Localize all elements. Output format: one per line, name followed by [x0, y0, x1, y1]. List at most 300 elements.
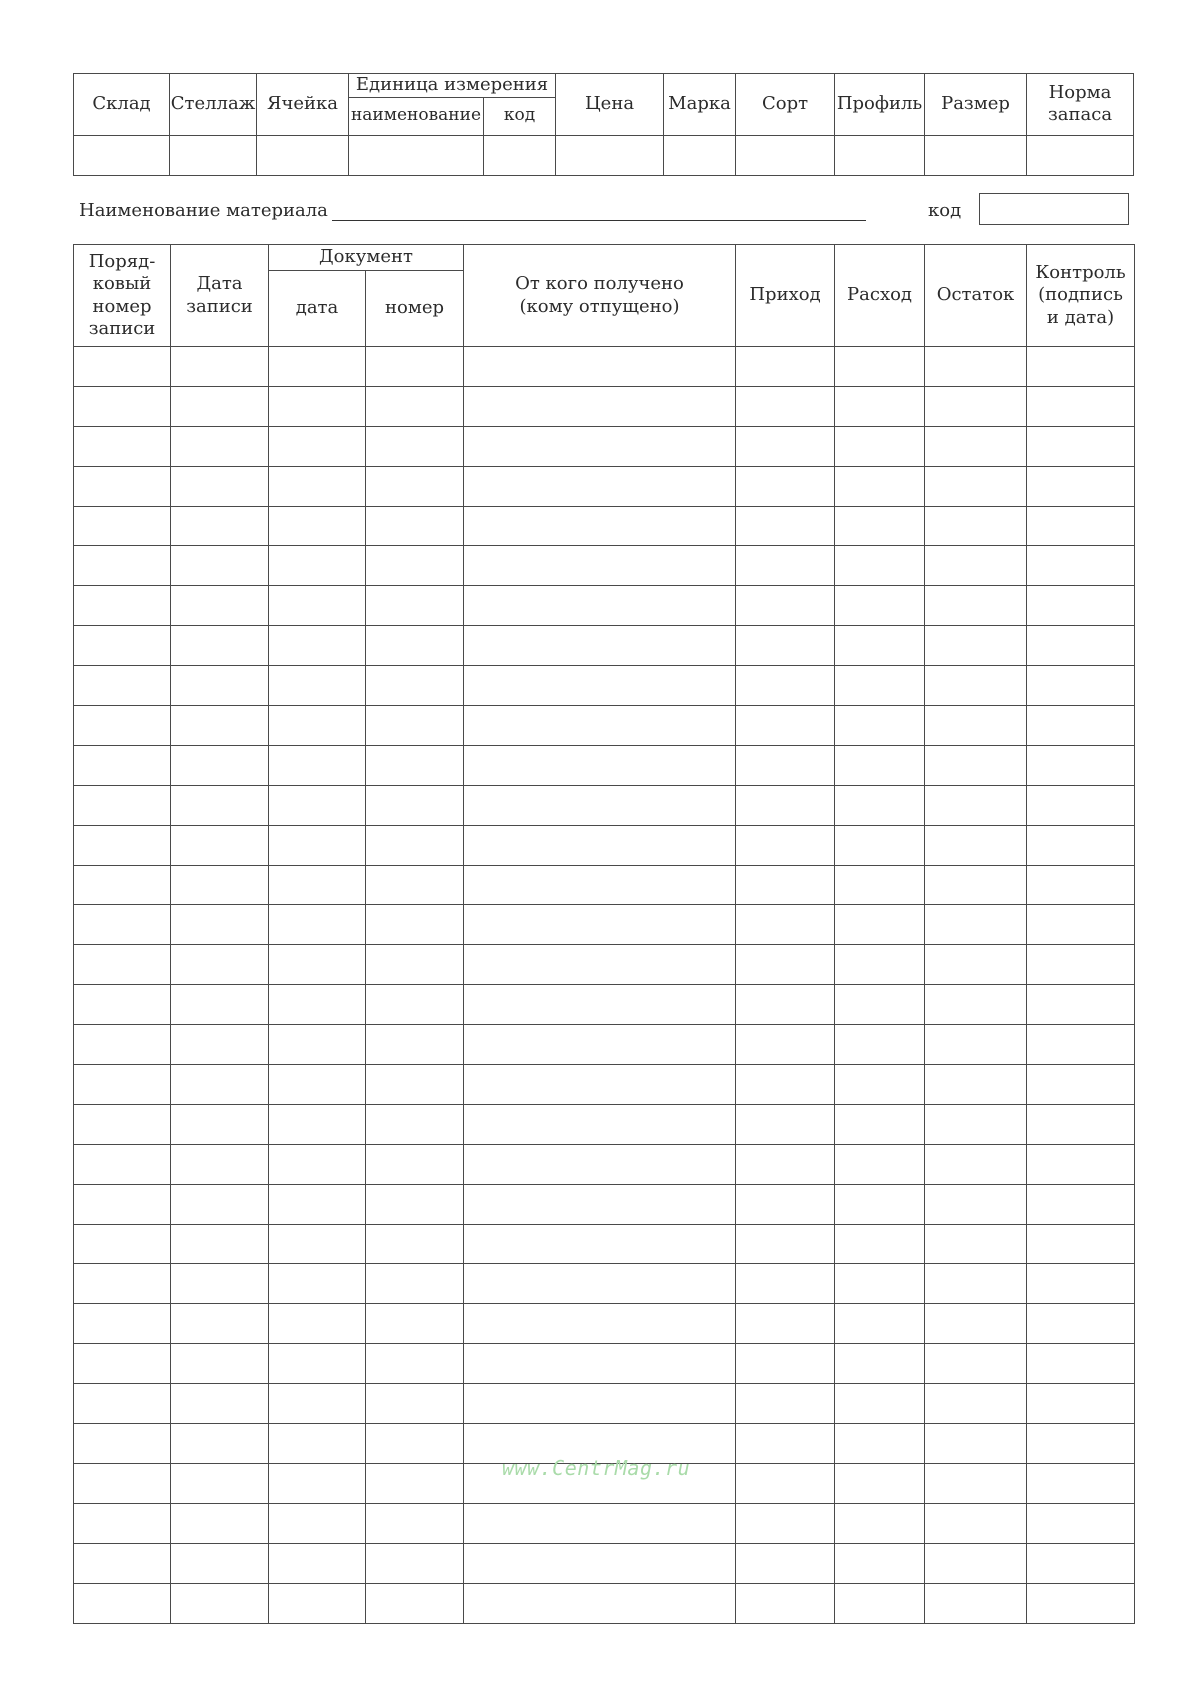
expense-cell[interactable] [835, 1224, 925, 1264]
entry-no-cell[interactable] [74, 1264, 171, 1304]
doc-number-cell[interactable] [366, 1583, 464, 1623]
control-cell[interactable] [1027, 1025, 1135, 1065]
expense-cell[interactable] [835, 945, 925, 985]
expense-cell[interactable] [835, 626, 925, 666]
doc-date-cell[interactable] [269, 626, 366, 666]
balance-cell[interactable] [925, 865, 1027, 905]
entry-date-cell[interactable] [171, 347, 269, 387]
doc-date-cell[interactable] [269, 1264, 366, 1304]
income-cell[interactable] [736, 666, 835, 706]
entry-no-cell[interactable] [74, 466, 171, 506]
income-cell[interactable] [736, 745, 835, 785]
entry-no-cell[interactable] [74, 506, 171, 546]
doc-date-cell[interactable] [269, 785, 366, 825]
income-cell[interactable] [736, 825, 835, 865]
counterparty-cell[interactable] [464, 825, 736, 865]
entry-date-cell[interactable] [171, 666, 269, 706]
counterparty-cell[interactable] [464, 745, 736, 785]
entry-no-cell[interactable] [74, 905, 171, 945]
entry-date-cell[interactable] [171, 1264, 269, 1304]
entry-date-cell[interactable] [171, 1503, 269, 1543]
control-cell[interactable] [1027, 1264, 1135, 1304]
doc-number-cell[interactable] [366, 825, 464, 865]
entry-date-cell[interactable] [171, 1543, 269, 1583]
income-cell[interactable] [736, 626, 835, 666]
expense-cell[interactable] [835, 1025, 925, 1065]
grade-cell[interactable] [736, 135, 835, 175]
entry-no-cell[interactable] [74, 785, 171, 825]
counterparty-cell[interactable] [464, 1144, 736, 1184]
doc-number-cell[interactable] [366, 506, 464, 546]
entry-no-cell[interactable] [74, 1583, 171, 1623]
doc-date-cell[interactable] [269, 1025, 366, 1065]
entry-no-cell[interactable] [74, 745, 171, 785]
doc-number-cell[interactable] [366, 466, 464, 506]
doc-date-cell[interactable] [269, 905, 366, 945]
entry-no-cell[interactable] [74, 1184, 171, 1224]
expense-cell[interactable] [835, 1583, 925, 1623]
entry-date-cell[interactable] [171, 905, 269, 945]
control-cell[interactable] [1027, 706, 1135, 746]
brand-cell[interactable] [664, 135, 736, 175]
doc-date-cell[interactable] [269, 1304, 366, 1344]
income-cell[interactable] [736, 386, 835, 426]
control-cell[interactable] [1027, 347, 1135, 387]
control-cell[interactable] [1027, 1384, 1135, 1424]
income-cell[interactable] [736, 347, 835, 387]
control-cell[interactable] [1027, 1065, 1135, 1105]
entry-date-cell[interactable] [171, 785, 269, 825]
expense-cell[interactable] [835, 586, 925, 626]
entry-no-cell[interactable] [74, 1104, 171, 1144]
entry-no-cell[interactable] [74, 666, 171, 706]
balance-cell[interactable] [925, 1503, 1027, 1543]
control-cell[interactable] [1027, 825, 1135, 865]
entry-no-cell[interactable] [74, 426, 171, 466]
doc-date-cell[interactable] [269, 1065, 366, 1105]
income-cell[interactable] [736, 1025, 835, 1065]
income-cell[interactable] [736, 466, 835, 506]
balance-cell[interactable] [925, 825, 1027, 865]
entry-no-cell[interactable] [74, 865, 171, 905]
control-cell[interactable] [1027, 1304, 1135, 1344]
doc-number-cell[interactable] [366, 1384, 464, 1424]
counterparty-cell[interactable] [464, 905, 736, 945]
counterparty-cell[interactable] [464, 865, 736, 905]
balance-cell[interactable] [925, 905, 1027, 945]
doc-date-cell[interactable] [269, 586, 366, 626]
counterparty-cell[interactable] [464, 666, 736, 706]
unit-code-cell[interactable] [484, 135, 556, 175]
control-cell[interactable] [1027, 1224, 1135, 1264]
doc-number-cell[interactable] [366, 905, 464, 945]
counterparty-cell[interactable] [464, 1304, 736, 1344]
balance-cell[interactable] [925, 1463, 1027, 1503]
balance-cell[interactable] [925, 626, 1027, 666]
entry-date-cell[interactable] [171, 1463, 269, 1503]
income-cell[interactable] [736, 706, 835, 746]
doc-date-cell[interactable] [269, 1224, 366, 1264]
entry-no-cell[interactable] [74, 985, 171, 1025]
control-cell[interactable] [1027, 1104, 1135, 1144]
entry-date-cell[interactable] [171, 1025, 269, 1065]
expense-cell[interactable] [835, 666, 925, 706]
doc-date-cell[interactable] [269, 745, 366, 785]
entry-date-cell[interactable] [171, 1424, 269, 1464]
entry-date-cell[interactable] [171, 466, 269, 506]
doc-number-cell[interactable] [366, 1304, 464, 1344]
entry-date-cell[interactable] [171, 745, 269, 785]
control-cell[interactable] [1027, 785, 1135, 825]
doc-number-cell[interactable] [366, 626, 464, 666]
income-cell[interactable] [736, 1065, 835, 1105]
price-cell[interactable] [556, 135, 664, 175]
entry-date-cell[interactable] [171, 626, 269, 666]
doc-number-cell[interactable] [366, 1144, 464, 1184]
expense-cell[interactable] [835, 386, 925, 426]
balance-cell[interactable] [925, 347, 1027, 387]
income-cell[interactable] [736, 985, 835, 1025]
doc-number-cell[interactable] [366, 785, 464, 825]
income-cell[interactable] [736, 1463, 835, 1503]
expense-cell[interactable] [835, 1065, 925, 1105]
expense-cell[interactable] [835, 1184, 925, 1224]
entry-date-cell[interactable] [171, 865, 269, 905]
control-cell[interactable] [1027, 945, 1135, 985]
income-cell[interactable] [736, 1224, 835, 1264]
doc-number-cell[interactable] [366, 1065, 464, 1105]
entry-no-cell[interactable] [74, 706, 171, 746]
entry-date-cell[interactable] [171, 1144, 269, 1184]
doc-date-cell[interactable] [269, 426, 366, 466]
doc-date-cell[interactable] [269, 506, 366, 546]
income-cell[interactable] [736, 1144, 835, 1184]
balance-cell[interactable] [925, 1264, 1027, 1304]
balance-cell[interactable] [925, 1543, 1027, 1583]
counterparty-cell[interactable] [464, 1384, 736, 1424]
entry-date-cell[interactable] [171, 1224, 269, 1264]
entry-no-cell[interactable] [74, 546, 171, 586]
income-cell[interactable] [736, 945, 835, 985]
doc-number-cell[interactable] [366, 945, 464, 985]
entry-date-cell[interactable] [171, 1184, 269, 1224]
entry-date-cell[interactable] [171, 706, 269, 746]
expense-cell[interactable] [835, 1264, 925, 1304]
counterparty-cell[interactable] [464, 985, 736, 1025]
control-cell[interactable] [1027, 1344, 1135, 1384]
control-cell[interactable] [1027, 666, 1135, 706]
balance-cell[interactable] [925, 1184, 1027, 1224]
entry-no-cell[interactable] [74, 945, 171, 985]
doc-number-cell[interactable] [366, 706, 464, 746]
expense-cell[interactable] [835, 1304, 925, 1344]
entry-no-cell[interactable] [74, 347, 171, 387]
control-cell[interactable] [1027, 1503, 1135, 1543]
balance-cell[interactable] [925, 1384, 1027, 1424]
entry-no-cell[interactable] [74, 1144, 171, 1184]
doc-date-cell[interactable] [269, 1503, 366, 1543]
expense-cell[interactable] [835, 706, 925, 746]
counterparty-cell[interactable] [464, 1025, 736, 1065]
entry-no-cell[interactable] [74, 1224, 171, 1264]
balance-cell[interactable] [925, 1344, 1027, 1384]
doc-date-cell[interactable] [269, 1184, 366, 1224]
counterparty-cell[interactable] [464, 347, 736, 387]
balance-cell[interactable] [925, 1144, 1027, 1184]
control-cell[interactable] [1027, 985, 1135, 1025]
doc-date-cell[interactable] [269, 1144, 366, 1184]
doc-date-cell[interactable] [269, 1104, 366, 1144]
doc-number-cell[interactable] [366, 386, 464, 426]
balance-cell[interactable] [925, 745, 1027, 785]
doc-date-cell[interactable] [269, 1344, 366, 1384]
doc-date-cell[interactable] [269, 466, 366, 506]
control-cell[interactable] [1027, 745, 1135, 785]
counterparty-cell[interactable] [464, 1543, 736, 1583]
balance-cell[interactable] [925, 1424, 1027, 1464]
doc-date-cell[interactable] [269, 386, 366, 426]
doc-date-cell[interactable] [269, 985, 366, 1025]
warehouse-cell[interactable] [74, 135, 170, 175]
balance-cell[interactable] [925, 506, 1027, 546]
entry-date-cell[interactable] [171, 945, 269, 985]
expense-cell[interactable] [835, 506, 925, 546]
balance-cell[interactable] [925, 386, 1027, 426]
entry-date-cell[interactable] [171, 1583, 269, 1623]
entry-no-cell[interactable] [74, 1503, 171, 1543]
doc-date-cell[interactable] [269, 1463, 366, 1503]
doc-number-cell[interactable] [366, 546, 464, 586]
expense-cell[interactable] [835, 1104, 925, 1144]
doc-date-cell[interactable] [269, 1384, 366, 1424]
income-cell[interactable] [736, 1543, 835, 1583]
expense-cell[interactable] [835, 1543, 925, 1583]
counterparty-cell[interactable] [464, 1264, 736, 1304]
doc-number-cell[interactable] [366, 745, 464, 785]
counterparty-cell[interactable] [464, 426, 736, 466]
doc-date-cell[interactable] [269, 1424, 366, 1464]
control-cell[interactable] [1027, 466, 1135, 506]
income-cell[interactable] [736, 546, 835, 586]
doc-number-cell[interactable] [366, 666, 464, 706]
doc-date-cell[interactable] [269, 1543, 366, 1583]
entry-no-cell[interactable] [74, 1304, 171, 1344]
doc-date-cell[interactable] [269, 706, 366, 746]
control-cell[interactable] [1027, 1463, 1135, 1503]
control-cell[interactable] [1027, 865, 1135, 905]
doc-date-cell[interactable] [269, 666, 366, 706]
size-cell[interactable] [925, 135, 1027, 175]
counterparty-cell[interactable] [464, 1224, 736, 1264]
balance-cell[interactable] [925, 666, 1027, 706]
material-name-field[interactable] [332, 200, 866, 221]
counterparty-cell[interactable] [464, 506, 736, 546]
counterparty-cell[interactable] [464, 945, 736, 985]
counterparty-cell[interactable] [464, 586, 736, 626]
income-cell[interactable] [736, 1304, 835, 1344]
doc-date-cell[interactable] [269, 1583, 366, 1623]
balance-cell[interactable] [925, 546, 1027, 586]
entry-no-cell[interactable] [74, 626, 171, 666]
control-cell[interactable] [1027, 1543, 1135, 1583]
stock-norm-cell[interactable] [1027, 135, 1134, 175]
expense-cell[interactable] [835, 426, 925, 466]
counterparty-cell[interactable] [464, 1104, 736, 1144]
control-cell[interactable] [1027, 1144, 1135, 1184]
income-cell[interactable] [736, 426, 835, 466]
control-cell[interactable] [1027, 1424, 1135, 1464]
entry-date-cell[interactable] [171, 1344, 269, 1384]
entry-date-cell[interactable] [171, 825, 269, 865]
entry-date-cell[interactable] [171, 985, 269, 1025]
expense-cell[interactable] [835, 985, 925, 1025]
counterparty-cell[interactable] [464, 1344, 736, 1384]
control-cell[interactable] [1027, 626, 1135, 666]
balance-cell[interactable] [925, 426, 1027, 466]
expense-cell[interactable] [835, 1384, 925, 1424]
entry-no-cell[interactable] [74, 825, 171, 865]
income-cell[interactable] [736, 1104, 835, 1144]
control-cell[interactable] [1027, 905, 1135, 945]
income-cell[interactable] [736, 1184, 835, 1224]
entry-date-cell[interactable] [171, 1304, 269, 1344]
expense-cell[interactable] [835, 825, 925, 865]
balance-cell[interactable] [925, 785, 1027, 825]
rack-cell[interactable] [170, 135, 257, 175]
entry-date-cell[interactable] [171, 1104, 269, 1144]
expense-cell[interactable] [835, 745, 925, 785]
balance-cell[interactable] [925, 945, 1027, 985]
counterparty-cell[interactable] [464, 1184, 736, 1224]
balance-cell[interactable] [925, 1224, 1027, 1264]
control-cell[interactable] [1027, 1583, 1135, 1623]
entry-date-cell[interactable] [171, 506, 269, 546]
doc-date-cell[interactable] [269, 347, 366, 387]
income-cell[interactable] [736, 785, 835, 825]
income-cell[interactable] [736, 586, 835, 626]
doc-date-cell[interactable] [269, 945, 366, 985]
entry-no-cell[interactable] [74, 586, 171, 626]
counterparty-cell[interactable] [464, 546, 736, 586]
entry-no-cell[interactable] [74, 1384, 171, 1424]
entry-date-cell[interactable] [171, 586, 269, 626]
balance-cell[interactable] [925, 706, 1027, 746]
entry-no-cell[interactable] [74, 1025, 171, 1065]
entry-date-cell[interactable] [171, 426, 269, 466]
balance-cell[interactable] [925, 1065, 1027, 1105]
expense-cell[interactable] [835, 1503, 925, 1543]
income-cell[interactable] [736, 1264, 835, 1304]
entry-no-cell[interactable] [74, 386, 171, 426]
material-code-field[interactable] [979, 193, 1129, 225]
doc-number-cell[interactable] [366, 1503, 464, 1543]
doc-number-cell[interactable] [366, 865, 464, 905]
doc-date-cell[interactable] [269, 825, 366, 865]
doc-number-cell[interactable] [366, 1104, 464, 1144]
balance-cell[interactable] [925, 1104, 1027, 1144]
unit-name-cell[interactable] [349, 135, 484, 175]
counterparty-cell[interactable] [464, 1065, 736, 1105]
counterparty-cell[interactable] [464, 1503, 736, 1543]
income-cell[interactable] [736, 905, 835, 945]
balance-cell[interactable] [925, 1583, 1027, 1623]
table-row [74, 706, 1135, 746]
expense-cell[interactable] [835, 1424, 925, 1464]
expense-cell[interactable] [835, 466, 925, 506]
balance-cell[interactable] [925, 466, 1027, 506]
expense-cell[interactable] [835, 1463, 925, 1503]
entry-no-cell[interactable] [74, 1543, 171, 1583]
expense-cell[interactable] [835, 1144, 925, 1184]
entry-no-cell[interactable] [74, 1065, 171, 1105]
doc-number-cell[interactable] [366, 1463, 464, 1503]
cell-cell[interactable] [257, 135, 349, 175]
expense-cell[interactable] [835, 546, 925, 586]
entry-date-cell[interactable] [171, 1065, 269, 1105]
control-cell[interactable] [1027, 546, 1135, 586]
counterparty-cell[interactable] [464, 706, 736, 746]
entry-no-cell[interactable] [74, 1424, 171, 1464]
counterparty-cell[interactable] [464, 785, 736, 825]
income-cell[interactable] [736, 1503, 835, 1543]
expense-cell[interactable] [835, 347, 925, 387]
doc-date-cell[interactable] [269, 865, 366, 905]
balance-cell[interactable] [925, 1304, 1027, 1344]
income-cell[interactable] [736, 506, 835, 546]
doc-number-cell[interactable] [366, 1224, 464, 1264]
doc-number-cell[interactable] [366, 1264, 464, 1304]
profile-cell[interactable] [835, 135, 925, 175]
expense-cell[interactable] [835, 865, 925, 905]
income-cell[interactable] [736, 1424, 835, 1464]
counterparty-cell[interactable] [464, 626, 736, 666]
doc-number-cell[interactable] [366, 1025, 464, 1065]
entry-date-cell[interactable] [171, 386, 269, 426]
entry-date-cell[interactable] [171, 1384, 269, 1424]
doc-number-cell[interactable] [366, 1424, 464, 1464]
entry-no-cell[interactable] [74, 1463, 171, 1503]
entry-date-cell[interactable] [171, 546, 269, 586]
expense-cell[interactable] [835, 785, 925, 825]
doc-number-cell[interactable] [366, 985, 464, 1025]
control-cell[interactable] [1027, 386, 1135, 426]
doc-number-cell[interactable] [366, 426, 464, 466]
income-cell[interactable] [736, 1384, 835, 1424]
counterparty-cell[interactable] [464, 466, 736, 506]
counterparty-cell[interactable] [464, 1583, 736, 1623]
balance-cell[interactable] [925, 1025, 1027, 1065]
income-cell[interactable] [736, 1583, 835, 1623]
entry-no-cell[interactable] [74, 1344, 171, 1384]
control-cell[interactable] [1027, 586, 1135, 626]
counterparty-cell[interactable] [464, 386, 736, 426]
balance-cell[interactable] [925, 985, 1027, 1025]
control-cell[interactable] [1027, 506, 1135, 546]
control-cell[interactable] [1027, 1184, 1135, 1224]
income-cell[interactable] [736, 1344, 835, 1384]
expense-cell[interactable] [835, 905, 925, 945]
doc-number-cell[interactable] [366, 347, 464, 387]
doc-number-cell[interactable] [366, 1543, 464, 1583]
doc-number-cell[interactable] [366, 1344, 464, 1384]
balance-cell[interactable] [925, 586, 1027, 626]
expense-cell[interactable] [835, 1344, 925, 1384]
doc-number-cell[interactable] [366, 1184, 464, 1224]
doc-number-cell[interactable] [366, 586, 464, 626]
control-cell[interactable] [1027, 426, 1135, 466]
income-cell[interactable] [736, 865, 835, 905]
doc-date-cell[interactable] [269, 546, 366, 586]
